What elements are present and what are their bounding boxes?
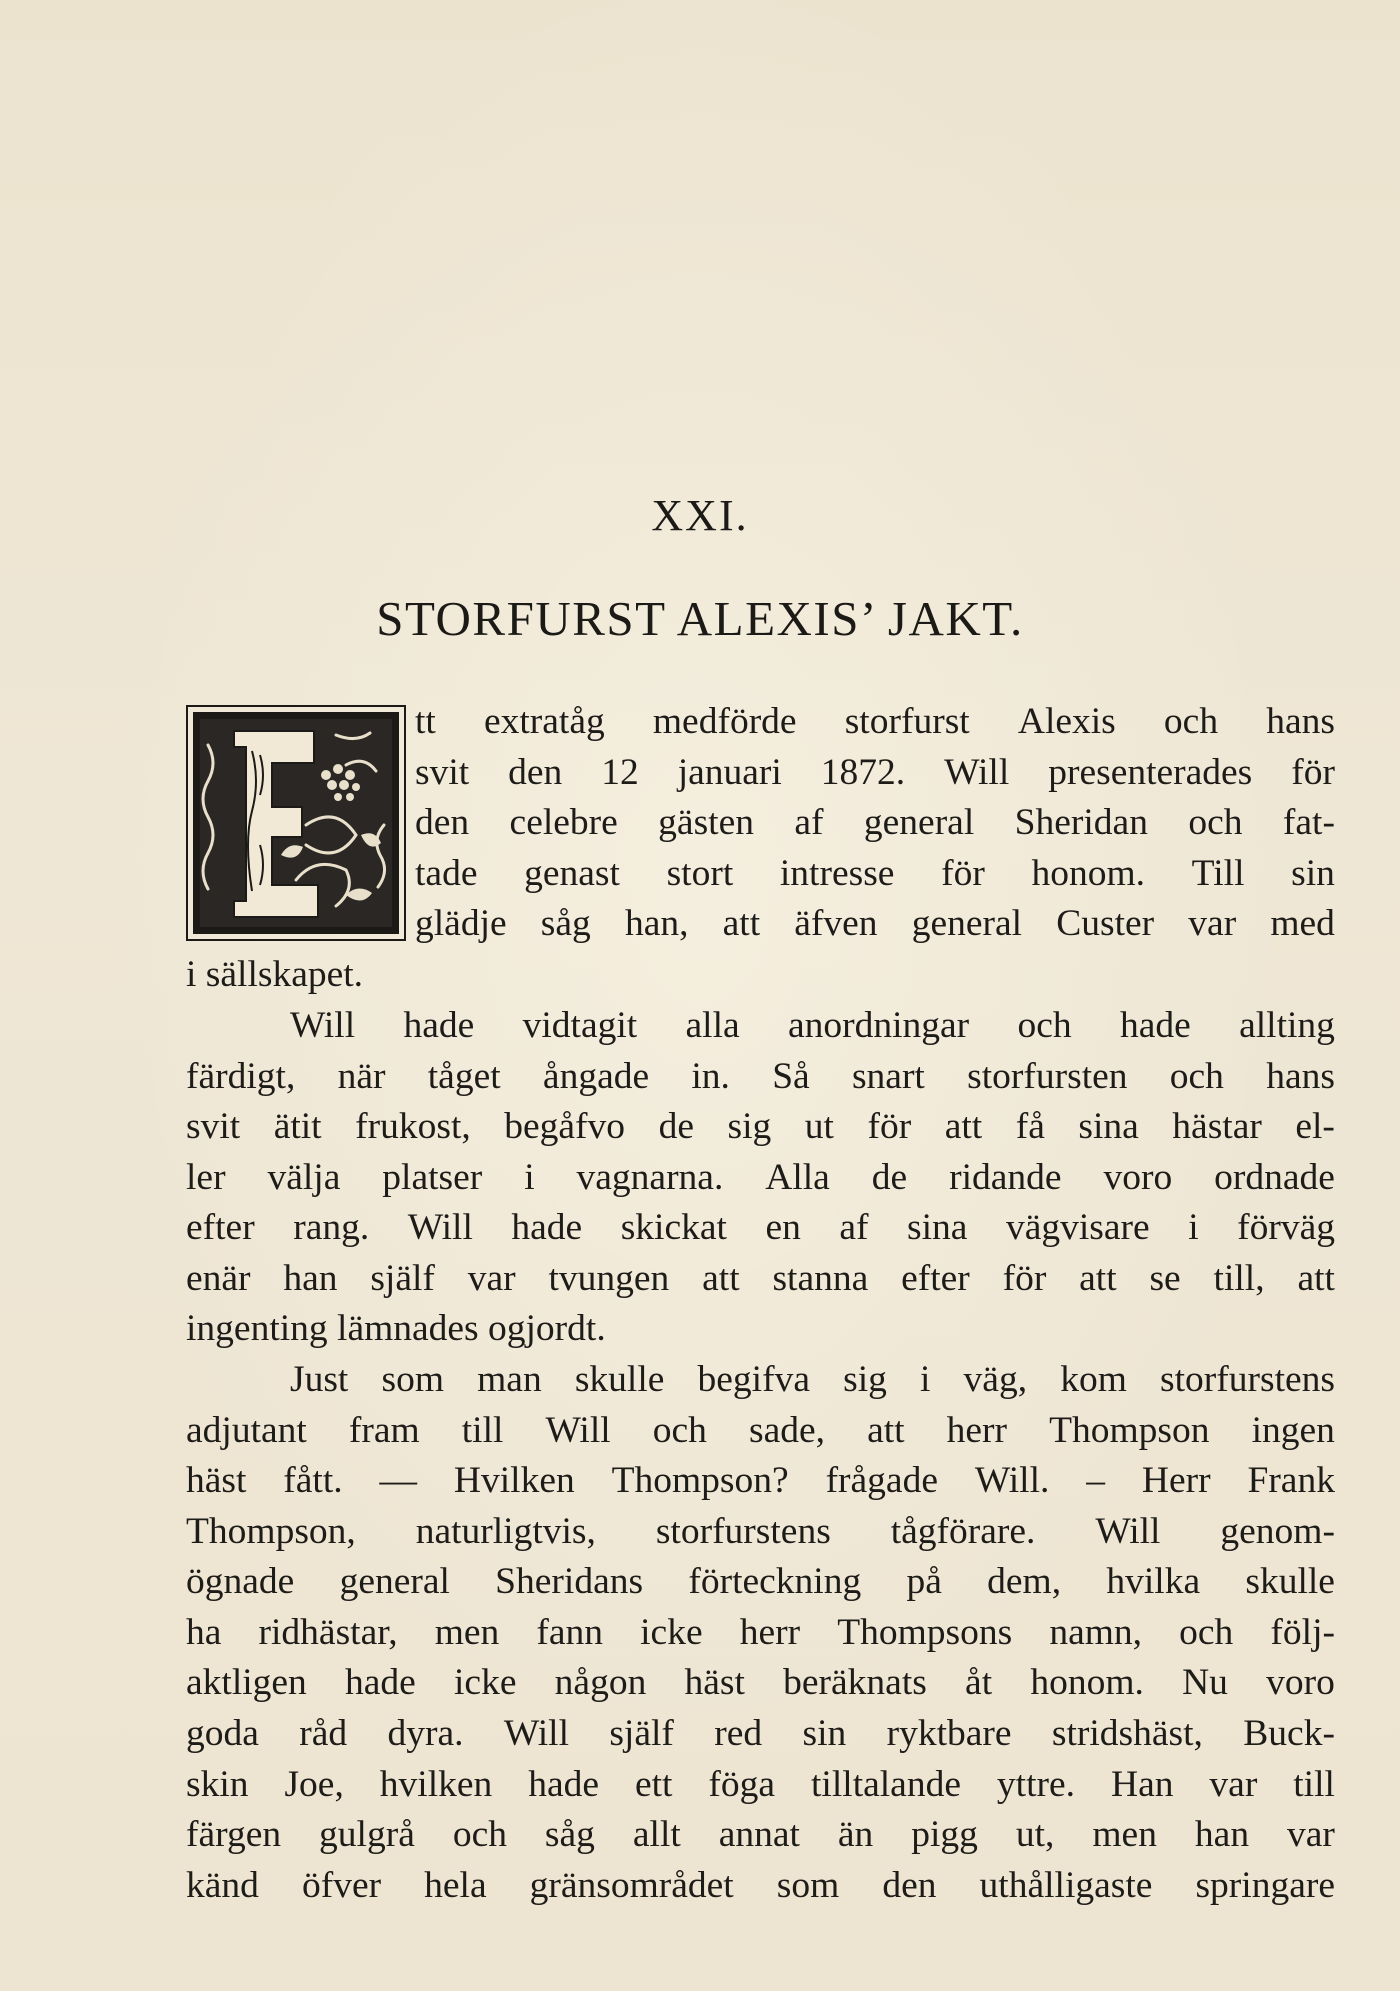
text-line: svit den 12 januari 1872. Will presenterades för <box>415 752 1335 793</box>
text-line: efter rang. Will hade skickat en af sina vägvisare i förväg <box>186 1207 1335 1248</box>
text-line: ingenting lämnades ogjordt. <box>186 1308 606 1349</box>
text-line: färdigt, när tåget ångade in. Så snart storfursten och hans <box>186 1056 1335 1097</box>
text-line: adjutant fram till Will och sade, att herr Thompson ingen <box>186 1410 1335 1451</box>
text-line: goda råd dyra. Will själf red sin ryktbare stridshäst, Buck- <box>186 1713 1335 1754</box>
text-line: skin Joe, hvilken hade ett föga tilltalande yttre. Han var till <box>186 1764 1335 1805</box>
text-line: aktligen hade icke någon häst beräknats åt honom. Nu voro <box>186 1662 1335 1703</box>
text-line: tade genast stort intresse för honom. Till sin <box>415 853 1335 894</box>
chapter-title: STORFURST ALEXIS’ JAKT. <box>376 591 1024 646</box>
text-line: enär han själf var tvungen att stanna efter för att se till, att <box>186 1258 1335 1299</box>
text-line: ha ridhästar, men fann icke herr Thompsons namn, och följ- <box>186 1612 1335 1653</box>
text-line: svit ätit frukost, begåfvo de sig ut för att få sina hästar el- <box>186 1106 1335 1147</box>
text-line: häst fått. — Hvilken Thompson? frågade Will. – Herr Frank <box>186 1460 1335 1501</box>
text-line: Thompson, naturligtvis, storfurstens tågförare. Will genom- <box>186 1511 1335 1552</box>
text-line: tt extratåg medförde storfurst Alexis och hans <box>415 701 1335 742</box>
text-line: Just som man skulle begifva sig i väg, kom storfurstens <box>290 1359 1335 1400</box>
text-line: glädje såg han, att äfven general Custer var med <box>415 903 1335 944</box>
text-line: i sällskapet. <box>186 954 364 995</box>
text-line: färgen gulgrå och såg allt annat än pigg ut, men han var <box>186 1814 1335 1855</box>
dropcap-e-ornament <box>186 705 406 941</box>
text-line: Will hade vidtagit alla anordningar och hade allting <box>290 1005 1335 1046</box>
chapter-number: XXI. <box>651 491 749 540</box>
text-line: den celebre gästen af general Sheridan och fat- <box>415 802 1335 843</box>
text-line: ler välja platser i vagnarna. Alla de ridande voro ordnade <box>186 1157 1335 1198</box>
text-line: känd öfver hela gränsområdet som den uthålligaste springare <box>186 1865 1335 1906</box>
text-line: ögnade general Sheridans förteckning på dem, hvilka skulle <box>186 1561 1335 1602</box>
